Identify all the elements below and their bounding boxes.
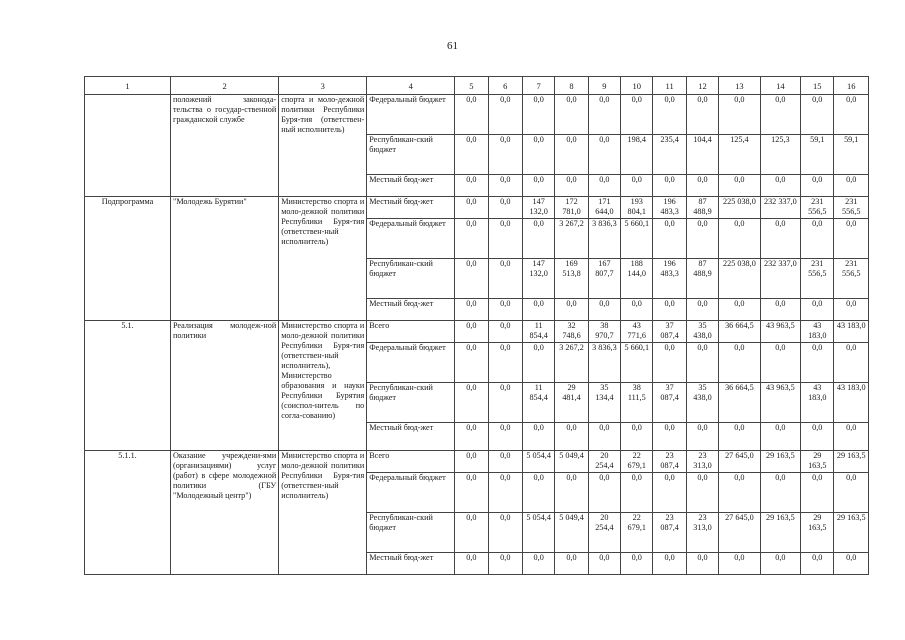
funding-source: Местный бюд-жет [367, 553, 455, 575]
amount-cell: 0,0 [653, 423, 686, 451]
column-number: 2 [170, 77, 278, 95]
amount-cell: 0,0 [455, 219, 488, 259]
amount-cell: 0,0 [555, 135, 588, 175]
amount-cell: 0,0 [834, 219, 869, 259]
amount-cell: 5 049,4 [555, 513, 588, 553]
item-number: Подпрограмма [85, 197, 171, 321]
amount-cell: 0,0 [686, 299, 718, 321]
amount-cell: 0,0 [488, 197, 522, 219]
amount-cell: 231 556,5 [834, 197, 869, 219]
amount-cell: 0,0 [801, 343, 834, 383]
amount-cell: 23 087,4 [653, 513, 686, 553]
amount-cell: 0,0 [760, 95, 800, 135]
amount-cell: 0,0 [455, 383, 488, 423]
table-row [85, 321, 869, 343]
amount-cell: 0,0 [455, 473, 488, 513]
amount-cell: 193 804,1 [621, 197, 653, 219]
column-number: 1 [85, 77, 171, 95]
funding-source: Республикан-ский бюджет [367, 383, 455, 423]
funding-source: Местный бюд-жет [367, 175, 455, 197]
item-name: Реализация молодеж-ной политики [170, 321, 278, 451]
amount-cell: 0,0 [653, 553, 686, 575]
amount-cell: 0,0 [801, 219, 834, 259]
amount-cell: 0,0 [522, 95, 554, 135]
amount-cell: 35 134,4 [588, 383, 620, 423]
amount-cell: 0,0 [760, 473, 800, 513]
amount-cell: 36 664,5 [719, 383, 760, 423]
amount-cell: 232 337,0 [760, 197, 800, 219]
amount-cell: 5 054,4 [522, 513, 554, 553]
amount-cell: 0,0 [522, 553, 554, 575]
amount-cell: 0,0 [455, 135, 488, 175]
amount-cell: 0,0 [488, 299, 522, 321]
amount-cell: 43 963,5 [760, 321, 800, 343]
amount-cell: 0,0 [621, 175, 653, 197]
item-name: Оказание учреждени-ями (организациями) услуг (работ) в сфере молодежной политики (ГБУ "Молодежный центр") [170, 451, 278, 575]
amount-cell: 59,1 [834, 135, 869, 175]
amount-cell: 0,0 [455, 259, 488, 299]
amount-cell: 0,0 [488, 95, 522, 135]
amount-cell: 0,0 [801, 553, 834, 575]
amount-cell: 5 049,4 [555, 451, 588, 473]
amount-cell: 29 163,5 [760, 451, 800, 473]
amount-cell: 0,0 [488, 423, 522, 451]
amount-cell: 22 679,1 [621, 513, 653, 553]
amount-cell: 0,0 [760, 423, 800, 451]
amount-cell: 0,0 [522, 423, 554, 451]
column-number: 7 [522, 77, 554, 95]
amount-cell: 0,0 [834, 175, 869, 197]
funding-source: Всего [367, 451, 455, 473]
amount-cell: 5 660,1 [621, 219, 653, 259]
amount-cell: 0,0 [760, 299, 800, 321]
funding-source: Федеральный бюджет [367, 343, 455, 383]
amount-cell: 0,0 [555, 95, 588, 135]
amount-cell: 0,0 [834, 299, 869, 321]
amount-cell: 0,0 [588, 473, 620, 513]
amount-cell: 0,0 [719, 299, 760, 321]
amount-cell: 0,0 [653, 175, 686, 197]
amount-cell: 32 748,6 [555, 321, 588, 343]
column-number: 11 [653, 77, 686, 95]
amount-cell: 0,0 [621, 553, 653, 575]
amount-cell: 0,0 [760, 553, 800, 575]
amount-cell: 104,4 [686, 135, 718, 175]
amount-cell: 196 483,3 [653, 197, 686, 219]
column-number: 3 [279, 77, 367, 95]
amount-cell: 11 854,4 [522, 383, 554, 423]
amount-cell: 0,0 [686, 175, 718, 197]
funding-source: Всего [367, 321, 455, 343]
amount-cell: 232 337,0 [760, 259, 800, 299]
funding-source: Местный бюд-жет [367, 423, 455, 451]
amount-cell: 43 183,0 [834, 321, 869, 343]
amount-cell: 0,0 [801, 423, 834, 451]
amount-cell: 0,0 [455, 343, 488, 383]
column-number: 9 [588, 77, 620, 95]
item-number [85, 95, 171, 197]
amount-cell: 0,0 [488, 135, 522, 175]
amount-cell: 0,0 [834, 95, 869, 135]
funding-source: Республикан-ский бюджет [367, 513, 455, 553]
amount-cell: 27 645,0 [719, 513, 760, 553]
amount-cell: 0,0 [588, 135, 620, 175]
column-number: 16 [834, 77, 869, 95]
amount-cell: 0,0 [588, 95, 620, 135]
amount-cell: 0,0 [686, 423, 718, 451]
amount-cell: 43 183,0 [834, 383, 869, 423]
amount-cell: 0,0 [719, 219, 760, 259]
amount-cell: 35 438,0 [686, 383, 718, 423]
amount-cell: 0,0 [653, 95, 686, 135]
amount-cell: 0,0 [653, 219, 686, 259]
amount-cell: 0,0 [719, 343, 760, 383]
amount-cell: 0,0 [588, 299, 620, 321]
amount-cell: 0,0 [555, 299, 588, 321]
amount-cell: 0,0 [801, 175, 834, 197]
amount-cell: 36 664,5 [719, 321, 760, 343]
amount-cell: 0,0 [653, 299, 686, 321]
amount-cell: 29 163,5 [801, 451, 834, 473]
amount-cell: 0,0 [719, 473, 760, 513]
column-number: 14 [760, 77, 800, 95]
amount-cell: 0,0 [834, 473, 869, 513]
amount-cell: 0,0 [555, 423, 588, 451]
amount-cell: 43 183,0 [801, 383, 834, 423]
amount-cell: 225 038,0 [719, 197, 760, 219]
item-name: положений законода-тельства о государ-ственной гражданской службе [170, 95, 278, 197]
amount-cell: 0,0 [555, 175, 588, 197]
amount-cell: 147 132,0 [522, 259, 554, 299]
amount-cell: 0,0 [455, 553, 488, 575]
column-number: 6 [488, 77, 522, 95]
amount-cell: 0,0 [801, 95, 834, 135]
amount-cell: 0,0 [455, 299, 488, 321]
amount-cell: 231 556,5 [801, 259, 834, 299]
amount-cell: 0,0 [488, 219, 522, 259]
amount-cell: 198,4 [621, 135, 653, 175]
amount-cell: 37 087,4 [653, 383, 686, 423]
amount-cell: 0,0 [488, 513, 522, 553]
amount-cell: 0,0 [834, 343, 869, 383]
amount-cell: 3 836,3 [588, 343, 620, 383]
item-number: 5.1.1. [85, 451, 171, 575]
amount-cell: 231 556,5 [801, 197, 834, 219]
amount-cell: 196 483,3 [653, 259, 686, 299]
amount-cell: 0,0 [555, 553, 588, 575]
amount-cell: 0,0 [801, 299, 834, 321]
amount-cell: 0,0 [686, 95, 718, 135]
amount-cell: 87 488,9 [686, 197, 718, 219]
amount-cell: 87 488,9 [686, 259, 718, 299]
amount-cell: 0,0 [455, 197, 488, 219]
amount-cell: 23 313,0 [686, 513, 718, 553]
amount-cell: 0,0 [834, 553, 869, 575]
amount-cell: 0,0 [555, 473, 588, 513]
amount-cell: 0,0 [686, 553, 718, 575]
amount-cell: 0,0 [455, 451, 488, 473]
page-number: 61 [447, 40, 458, 52]
amount-cell: 59,1 [801, 135, 834, 175]
amount-cell: 0,0 [522, 135, 554, 175]
amount-cell: 23 087,4 [653, 451, 686, 473]
amount-cell: 35 438,0 [686, 321, 718, 343]
amount-cell: 0,0 [653, 473, 686, 513]
funding-source: Местный бюд-жет [367, 299, 455, 321]
amount-cell: 27 645,0 [719, 451, 760, 473]
table-row [85, 95, 869, 135]
amount-cell: 0,0 [621, 299, 653, 321]
amount-cell: 0,0 [455, 175, 488, 197]
amount-cell: 0,0 [455, 95, 488, 135]
amount-cell: 172 781,0 [555, 197, 588, 219]
amount-cell: 0,0 [588, 423, 620, 451]
amount-cell: 0,0 [801, 473, 834, 513]
amount-cell: 0,0 [760, 175, 800, 197]
table-body [85, 77, 869, 575]
amount-cell: 231 556,5 [834, 259, 869, 299]
funding-source: Республикан-ский бюджет [367, 259, 455, 299]
amount-cell: 0,0 [522, 343, 554, 383]
amount-cell: 0,0 [719, 553, 760, 575]
amount-cell: 20 254,4 [588, 513, 620, 553]
amount-cell: 43 183,0 [801, 321, 834, 343]
amount-cell: 0,0 [686, 343, 718, 383]
amount-cell: 29 481,4 [555, 383, 588, 423]
amount-cell: 0,0 [488, 383, 522, 423]
amount-cell: 11 854,4 [522, 321, 554, 343]
column-number: 8 [555, 77, 588, 95]
amount-cell: 0,0 [455, 513, 488, 553]
amount-cell: 0,0 [588, 553, 620, 575]
amount-cell: 23 313,0 [686, 451, 718, 473]
amount-cell: 0,0 [760, 219, 800, 259]
amount-cell: 0,0 [621, 95, 653, 135]
amount-cell: 5 660,1 [621, 343, 653, 383]
amount-cell: 0,0 [719, 95, 760, 135]
amount-cell: 0,0 [834, 423, 869, 451]
amount-cell: 147 132,0 [522, 197, 554, 219]
amount-cell: 0,0 [522, 299, 554, 321]
amount-cell: 171 644,0 [588, 197, 620, 219]
amount-cell: 3 267,2 [555, 219, 588, 259]
amount-cell: 188 144,0 [621, 259, 653, 299]
amount-cell: 3 836,3 [588, 219, 620, 259]
amount-cell: 0,0 [522, 175, 554, 197]
amount-cell: 38 111,5 [621, 383, 653, 423]
amount-cell: 0,0 [522, 219, 554, 259]
column-number: 5 [455, 77, 488, 95]
funding-source: Местный бюд-жет [367, 197, 455, 219]
column-number: 12 [686, 77, 718, 95]
column-number: 15 [801, 77, 834, 95]
amount-cell: 0,0 [488, 451, 522, 473]
amount-cell: 5 054,4 [522, 451, 554, 473]
amount-cell: 43 963,5 [760, 383, 800, 423]
amount-cell: 29 163,5 [834, 513, 869, 553]
amount-cell: 0,0 [488, 321, 522, 343]
amount-cell: 125,3 [760, 135, 800, 175]
amount-cell: 29 163,5 [834, 451, 869, 473]
amount-cell: 29 163,5 [801, 513, 834, 553]
amount-cell: 0,0 [621, 423, 653, 451]
funding-source: Федеральный бюджет [367, 219, 455, 259]
item-number: 5.1. [85, 321, 171, 451]
executor: Министерство спорта и моло-дежной политики Республики Буря-тия (ответствен-ный исполнитель) [279, 451, 367, 575]
table-row [85, 197, 869, 219]
table-row [85, 451, 869, 473]
amount-cell: 0,0 [719, 175, 760, 197]
amount-cell: 0,0 [653, 343, 686, 383]
funding-source: Федеральный бюджет [367, 473, 455, 513]
amount-cell: 3 267,2 [555, 343, 588, 383]
amount-cell: 125,4 [719, 135, 760, 175]
executor: Министерство спорта и моло-дежной политики Республики Буря-тия (ответствен-ный исполнитель), Министерство образования и науки Республики Бурятия (соиспол-нитель по согла-сованию) [279, 321, 367, 451]
amount-cell: 0,0 [455, 321, 488, 343]
executor: Министерство спорта и моло-дежной политики Республики Буря-тия (ответствен-ный исполнитель) [279, 197, 367, 321]
amount-cell: 0,0 [621, 473, 653, 513]
amount-cell: 0,0 [488, 473, 522, 513]
column-number: 4 [367, 77, 455, 95]
amount-cell: 169 513,8 [555, 259, 588, 299]
header-row [85, 77, 869, 95]
amount-cell: 0,0 [760, 343, 800, 383]
amount-cell: 0,0 [455, 423, 488, 451]
funding-source: Республикан-ский бюджет [367, 135, 455, 175]
amount-cell: 22 679,1 [621, 451, 653, 473]
amount-cell: 225 038,0 [719, 259, 760, 299]
amount-cell: 43 771,6 [621, 321, 653, 343]
amount-cell: 0,0 [588, 175, 620, 197]
amount-cell: 20 254,4 [588, 451, 620, 473]
amount-cell: 0,0 [488, 259, 522, 299]
amount-cell: 235,4 [653, 135, 686, 175]
amount-cell: 29 163,5 [760, 513, 800, 553]
amount-cell: 0,0 [719, 423, 760, 451]
column-number: 10 [621, 77, 653, 95]
executor: спорта и моло-дежной политики Республики Буря-тия (ответствен-ный исполнитель) [279, 95, 367, 197]
amount-cell: 167 807,7 [588, 259, 620, 299]
amount-cell: 38 970,7 [588, 321, 620, 343]
funding-source: Федеральный бюджет [367, 95, 455, 135]
amount-cell: 0,0 [686, 473, 718, 513]
amount-cell: 0,0 [686, 219, 718, 259]
item-name: "Молодежь Бурятии" [170, 197, 278, 321]
amount-cell: 0,0 [488, 343, 522, 383]
column-number: 13 [719, 77, 760, 95]
amount-cell: 0,0 [488, 553, 522, 575]
amount-cell: 0,0 [522, 473, 554, 513]
budget-table [84, 76, 869, 575]
amount-cell: 0,0 [488, 175, 522, 197]
amount-cell: 37 087,4 [653, 321, 686, 343]
